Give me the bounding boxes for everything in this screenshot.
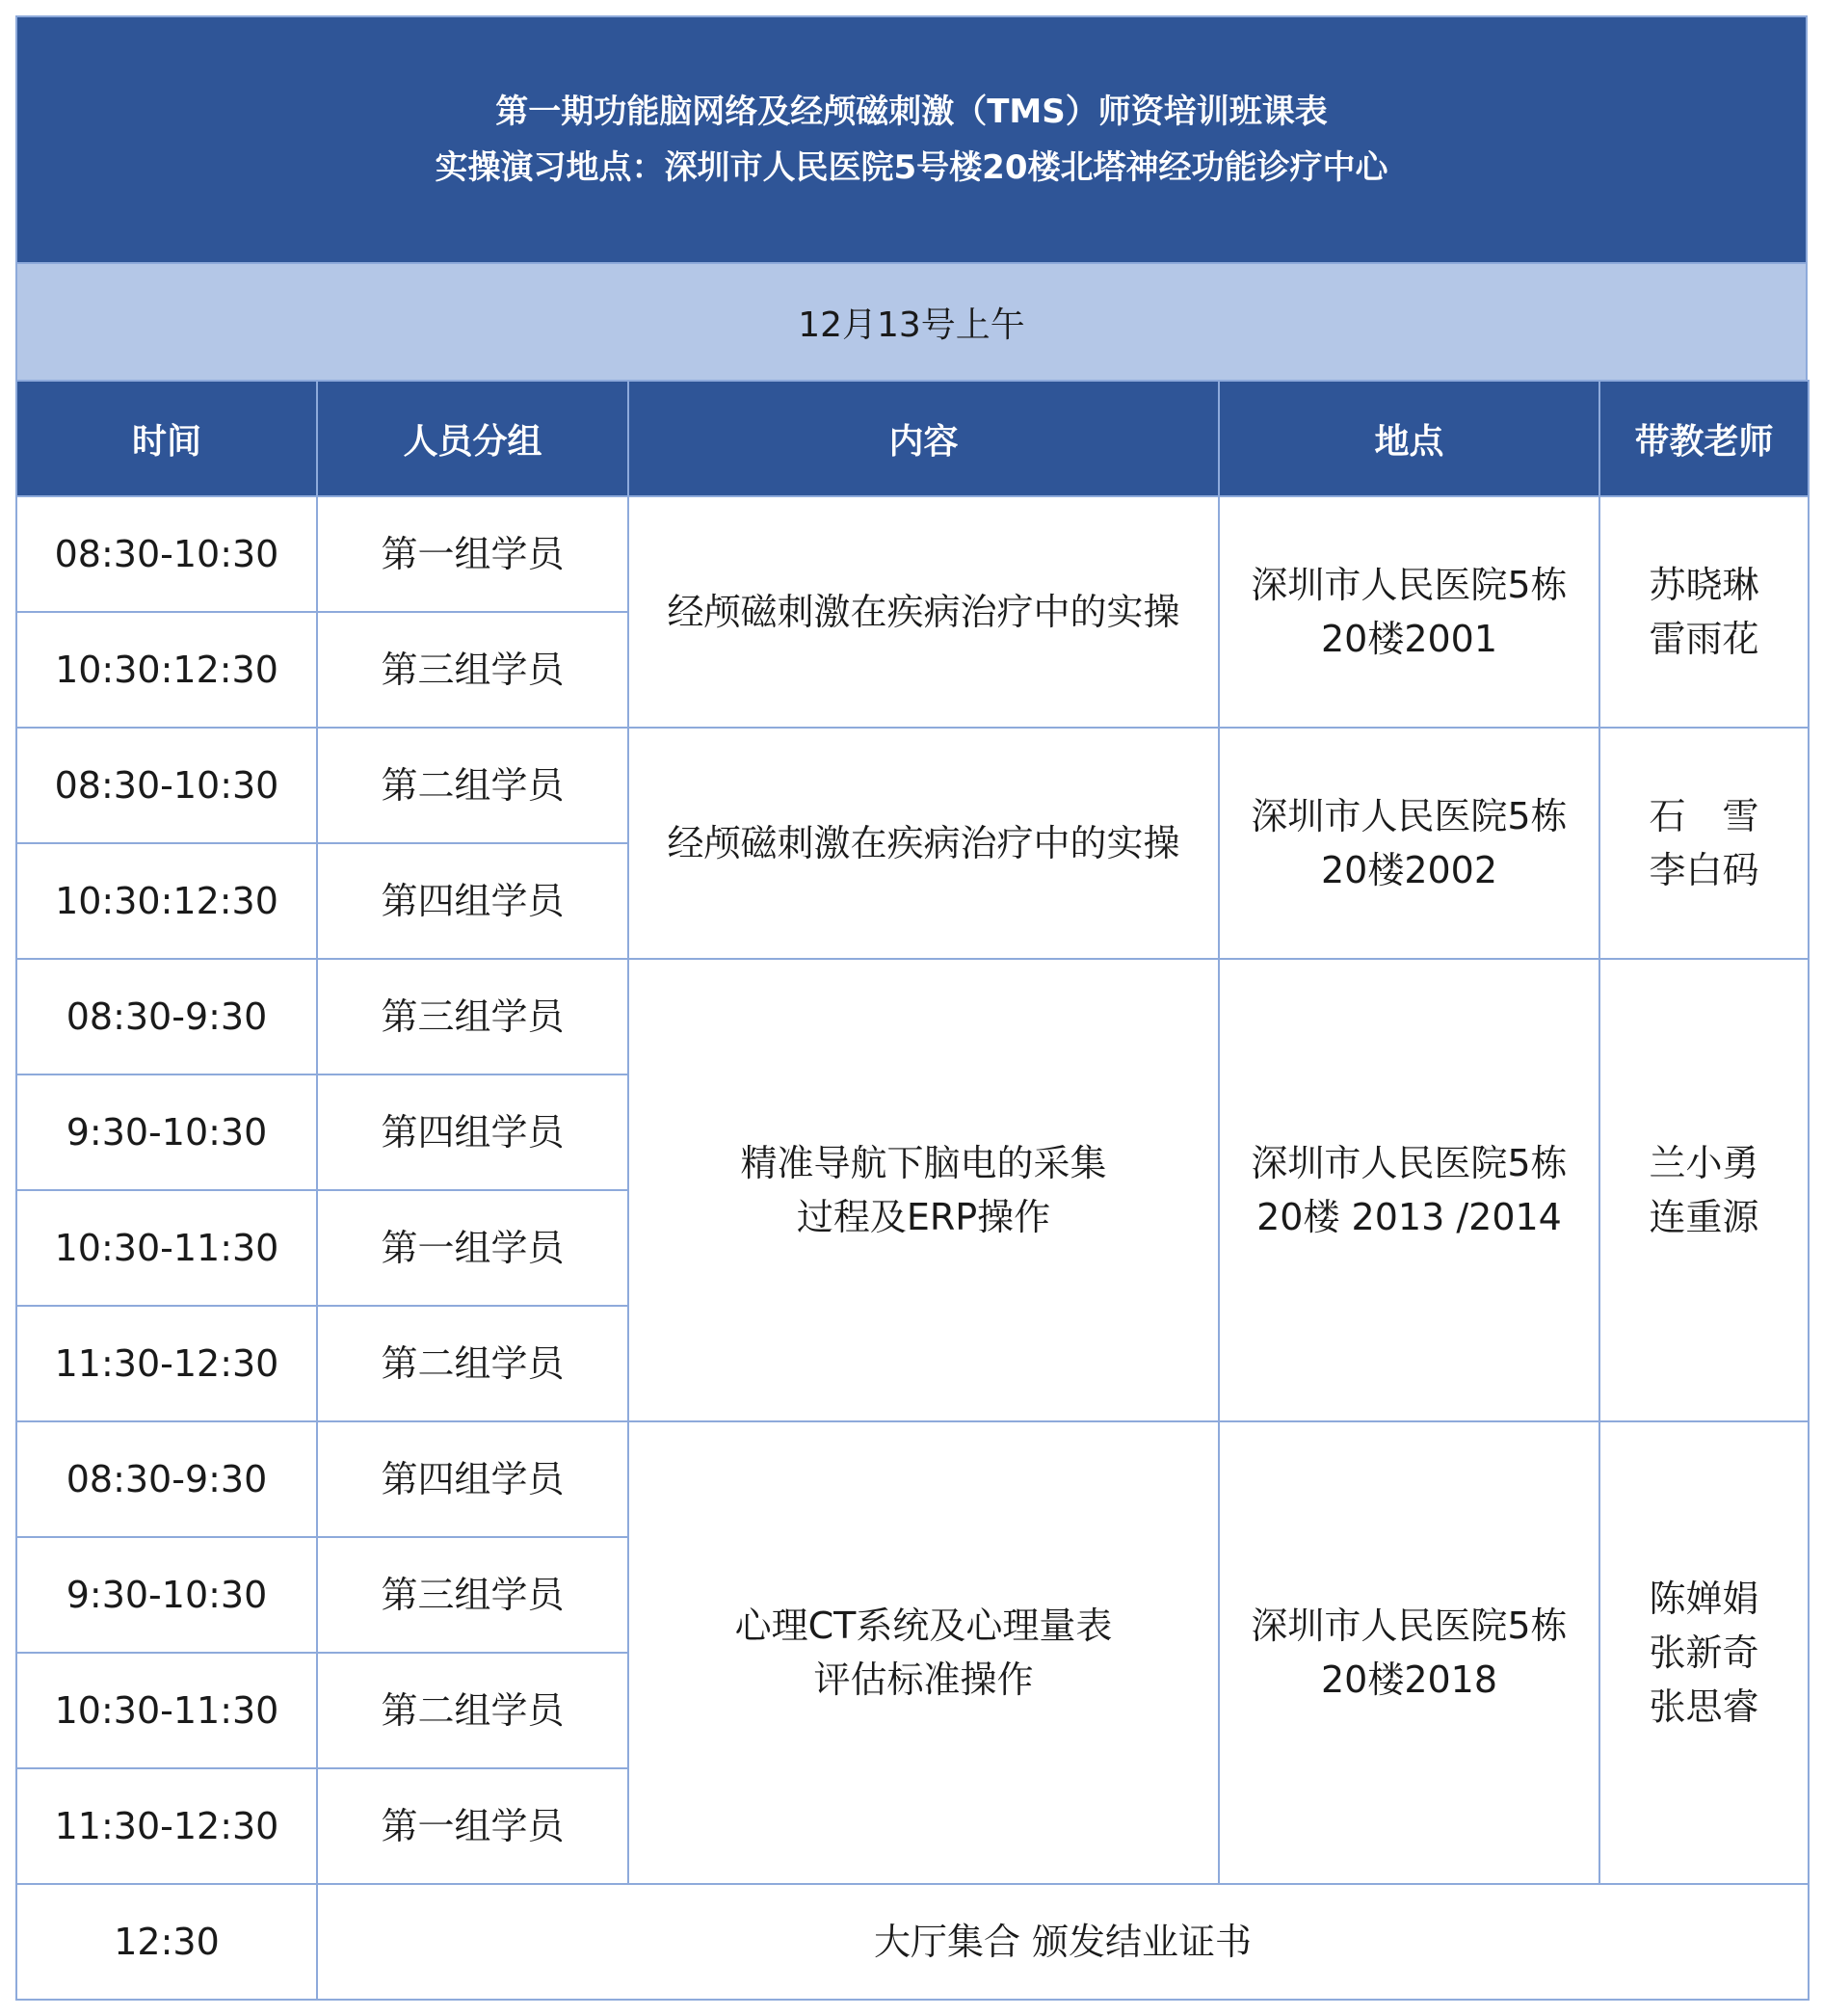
time-cell: 9:30-10:30 <box>16 1074 317 1190</box>
time-cell: 10:30:12:30 <box>16 612 317 728</box>
location-line: 20楼 2013 /2014 <box>1256 1196 1562 1238</box>
group-cell: 第三组学员 <box>317 612 628 728</box>
header-time: 时间 <box>16 381 317 496</box>
content-line: 经颅磁刺激在疾病治疗中的实操 <box>667 591 1180 633</box>
group-cell: 第四组学员 <box>317 1421 628 1537</box>
content-line: 精准导航下脑电的采集 <box>740 1142 1107 1184</box>
location-line: 深圳市人民医院5栋 <box>1251 795 1568 837</box>
teacher-name: 连重源 <box>1649 1196 1759 1238</box>
header-teacher: 带教老师 <box>1599 381 1809 496</box>
location-cell <box>1219 1421 1599 1884</box>
group-cell: 第四组学员 <box>317 1074 628 1190</box>
group-cell: 第一组学员 <box>317 1768 628 1884</box>
table-row <box>16 496 1809 612</box>
location-line: 20楼2001 <box>1320 618 1498 660</box>
location-line: 深圳市人民医院5栋 <box>1251 1605 1568 1647</box>
time-cell: 11:30-12:30 <box>16 1768 317 1884</box>
time-cell: 08:30-10:30 <box>16 728 317 843</box>
teacher-cell <box>1599 1421 1809 1884</box>
location-line: 深圳市人民医院5栋 <box>1251 1142 1568 1184</box>
content-line: 心理CT系统及心理量表 <box>734 1605 1113 1647</box>
header-row <box>16 381 1809 496</box>
table-row <box>16 728 1809 843</box>
group-cell: 第二组学员 <box>317 728 628 843</box>
group-cell: 第一组学员 <box>317 1190 628 1306</box>
content-cell <box>628 496 1219 728</box>
teacher-name: 张思睿 <box>1649 1685 1759 1728</box>
title-line-1: 第一期功能脑网络及经颅磁刺激（TMS）师资培训班课表 <box>495 93 1328 131</box>
group-cell: 第二组学员 <box>317 1653 628 1768</box>
schedule-sheet <box>15 15 1808 2001</box>
teacher-name: 陈婵娟 <box>1649 1578 1759 1620</box>
table-row <box>16 959 1809 1074</box>
content-cell <box>628 959 1219 1421</box>
content-line: 过程及ERP操作 <box>796 1196 1051 1238</box>
time-cell: 08:30-10:30 <box>16 496 317 612</box>
location-cell <box>1219 496 1599 728</box>
date-row <box>15 264 1808 380</box>
group-cell: 第三组学员 <box>317 1537 628 1653</box>
teacher-name: 兰小勇 <box>1649 1142 1759 1184</box>
time-cell: 08:30-9:30 <box>16 1421 317 1537</box>
schedule-table <box>15 380 1810 2001</box>
time-cell: 08:30-9:30 <box>16 959 317 1074</box>
location-line: 深圳市人民医院5栋 <box>1251 564 1568 606</box>
content-line: 评估标准操作 <box>813 1658 1034 1701</box>
teacher-cell <box>1599 959 1809 1421</box>
location-line: 20楼2018 <box>1320 1658 1498 1701</box>
location-cell <box>1219 728 1599 959</box>
header-location: 地点 <box>1219 381 1599 496</box>
content-line: 经颅磁刺激在疾病治疗中的实操 <box>667 822 1180 864</box>
location-line: 20楼2002 <box>1320 849 1498 891</box>
closing-text: 大厅集合 颁发结业证书 <box>317 1884 1809 2000</box>
time-cell: 10:30-11:30 <box>16 1190 317 1306</box>
teacher-name: 苏晓琳 <box>1649 564 1759 606</box>
content-cell <box>628 1421 1219 1884</box>
group-cell: 第四组学员 <box>317 843 628 959</box>
table-row <box>16 1421 1809 1537</box>
time-cell: 11:30-12:30 <box>16 1306 317 1421</box>
teacher-name: 雷雨花 <box>1649 618 1759 660</box>
closing-time: 12:30 <box>16 1884 317 2000</box>
group-cell: 第二组学员 <box>317 1306 628 1421</box>
closing-row <box>16 1884 1809 2000</box>
title-banner <box>15 15 1808 264</box>
teacher-name: 李白码 <box>1649 849 1759 891</box>
time-cell: 9:30-10:30 <box>16 1537 317 1653</box>
content-cell <box>628 728 1219 959</box>
teacher-name: 张新奇 <box>1649 1631 1759 1674</box>
teacher-name: 石 雪 <box>1649 795 1759 837</box>
location-cell <box>1219 959 1599 1421</box>
teacher-cell <box>1599 496 1809 728</box>
group-cell: 第一组学员 <box>317 496 628 612</box>
teacher-cell <box>1599 728 1809 959</box>
header-content: 内容 <box>628 381 1219 496</box>
group-cell: 第三组学员 <box>317 959 628 1074</box>
header-group: 人员分组 <box>317 381 628 496</box>
date-label: 12月13号上午 <box>798 305 1025 345</box>
time-cell: 10:30-11:30 <box>16 1653 317 1768</box>
title-line-2: 实操演习地点：深圳市人民医院5号楼20楼北塔神经功能诊疗中心 <box>435 148 1388 187</box>
time-cell: 10:30:12:30 <box>16 843 317 959</box>
